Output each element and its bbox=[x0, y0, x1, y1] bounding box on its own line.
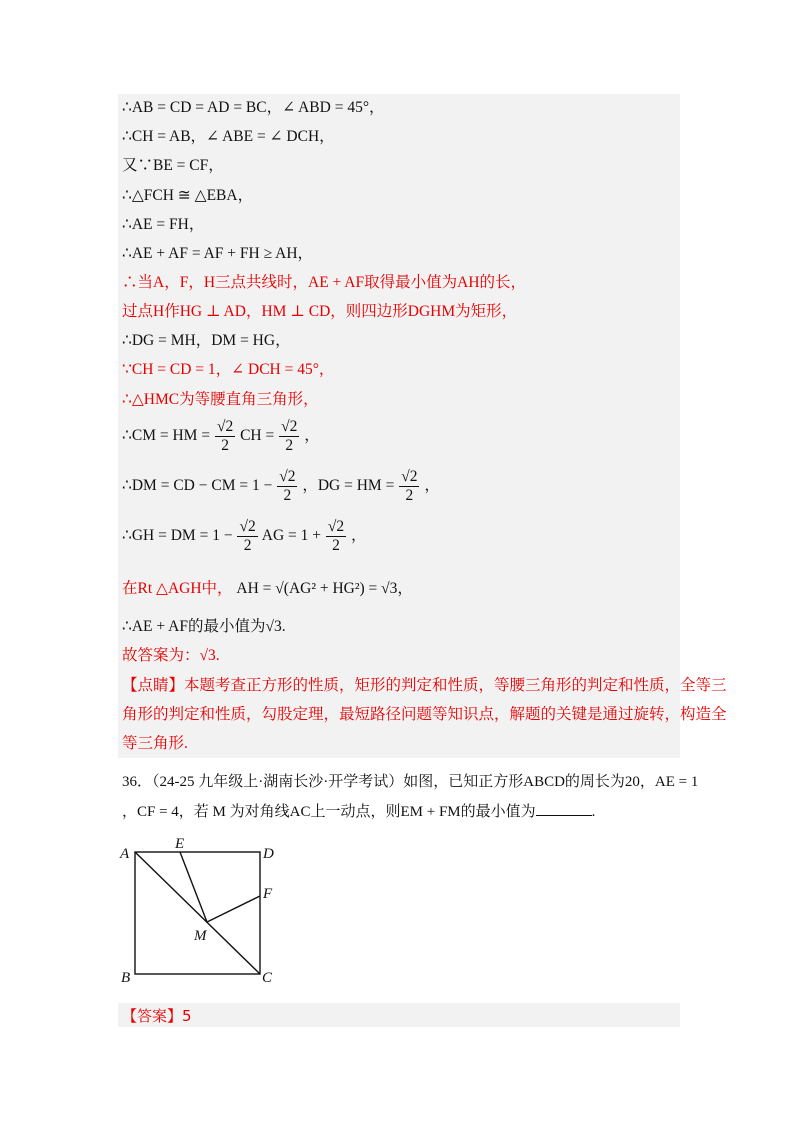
question-line-2: ，CF = 4，若 M 为对角线AC上一动点，则EM + FM的最小值为 . bbox=[122, 801, 595, 822]
diagonal-ac bbox=[135, 852, 260, 974]
label-f: F bbox=[263, 886, 273, 902]
text-ch: CH = bbox=[240, 427, 275, 445]
solution-line-15 bbox=[122, 579, 413, 599]
label-d: D bbox=[263, 846, 274, 862]
rt-formula: AH = √(AG² + HG²) = √3， bbox=[236, 580, 413, 597]
comment-line-3: 等三角形. bbox=[122, 735, 188, 752]
fraction: $\frac{√2}{2}$ bbox=[281, 418, 298, 454]
solution-line-16: ∴AE + AF的最小值为√3. bbox=[122, 618, 286, 635]
answer-blank bbox=[536, 801, 592, 816]
solution-line-2: ∴CH = AB，∠ ABE = ∠ DCH， bbox=[122, 128, 335, 145]
answer-block bbox=[118, 1003, 680, 1027]
fraction: $\frac{√2}{2}$ bbox=[279, 468, 296, 504]
label-a: A bbox=[120, 846, 130, 862]
text-dm: ∴DM = CD − CM = 1 − bbox=[122, 477, 273, 495]
text-gh: ∴GH = DM = 1 − bbox=[122, 527, 233, 545]
text-cm-hm: ∴CM = HM = bbox=[122, 427, 211, 445]
fraction: $\frac{√2}{2}$ bbox=[216, 418, 234, 454]
text-ag: AG = 1 + bbox=[261, 527, 321, 545]
fraction: $\frac{√2}{2}$ bbox=[401, 468, 418, 504]
question-line-1: 36．（24-25 九年级上·湖南长沙·开学考试）如图，已知正方形ABCD的周长为20，AE = 1 bbox=[122, 774, 699, 790]
text-dg: ，DG = HM = bbox=[302, 477, 395, 495]
final-answer: 【答案】5 bbox=[122, 1007, 192, 1025]
solution-line-11: ∴△HMC为等腰直角三角形， bbox=[122, 391, 319, 408]
fraction: $\frac{√2}{2}$ bbox=[239, 518, 256, 554]
label-e: E bbox=[175, 836, 185, 852]
label-m: M bbox=[194, 928, 207, 944]
comment-line-2: 角形的判定和性质，勾股定理，最短路径问题等知识点，解题的关键是通过旋转，构造全 bbox=[122, 706, 727, 723]
label-c: C bbox=[262, 970, 273, 986]
solution-line-5: ∴AE = FH， bbox=[122, 216, 205, 233]
solution-line-12: ∴CM = HM = $\frac{√2}{2}$ CH = $\frac{√2}{2}$ ， bbox=[122, 418, 320, 454]
fraction: $\frac{√2}{2}$ bbox=[327, 518, 345, 554]
square-figure bbox=[118, 836, 288, 986]
solution-line-6: ∴AE + AF = AF + FH ≥ AH， bbox=[122, 245, 314, 262]
label-b: B bbox=[121, 970, 131, 986]
solution-line-4: ∴△FCH ≅ △EBA， bbox=[122, 187, 254, 204]
solution-line-8: 过点H作HG ⊥ AD，HM ⊥ CD，则四边形DGHM为矩形， bbox=[122, 303, 518, 320]
solution-line-13: ∴DM = CD − CM = 1 − $\frac{√2}{2}$ ，DG = HM = $\frac{√2}{2}$ ， bbox=[122, 468, 440, 504]
solution-line-9: ∴DG = MH，DM = HG， bbox=[122, 332, 291, 349]
segment-fm bbox=[207, 896, 260, 922]
solution-line-3: 又∵BE = CF， bbox=[122, 157, 224, 174]
solution-line-1: ∴AB = CD = AD = BC，∠ ABD = 45°， bbox=[122, 99, 385, 116]
solution-line-10: ∵CH = CD = 1，∠ DCH = 45°， bbox=[122, 361, 335, 378]
segment-em bbox=[180, 852, 207, 922]
comment-line-1: 【点睛】本题考查正方形的性质，矩形的判定和性质，等腰三角形的判定和性质，全等三 bbox=[122, 677, 727, 694]
solution-line-14: ∴GH = DM = 1 − $\frac{√2}{2}$ AG = 1 + $\frac{√2}{2}$ ， bbox=[122, 518, 367, 554]
solution-line-7: ∴当A，F，H三点共线时，AE + AF取得最小值为AH的长， bbox=[122, 274, 527, 291]
rt-prefix: 在Rt △AGH中， bbox=[122, 580, 233, 597]
solution-answer-line: 故答案为：√3. bbox=[122, 647, 220, 664]
